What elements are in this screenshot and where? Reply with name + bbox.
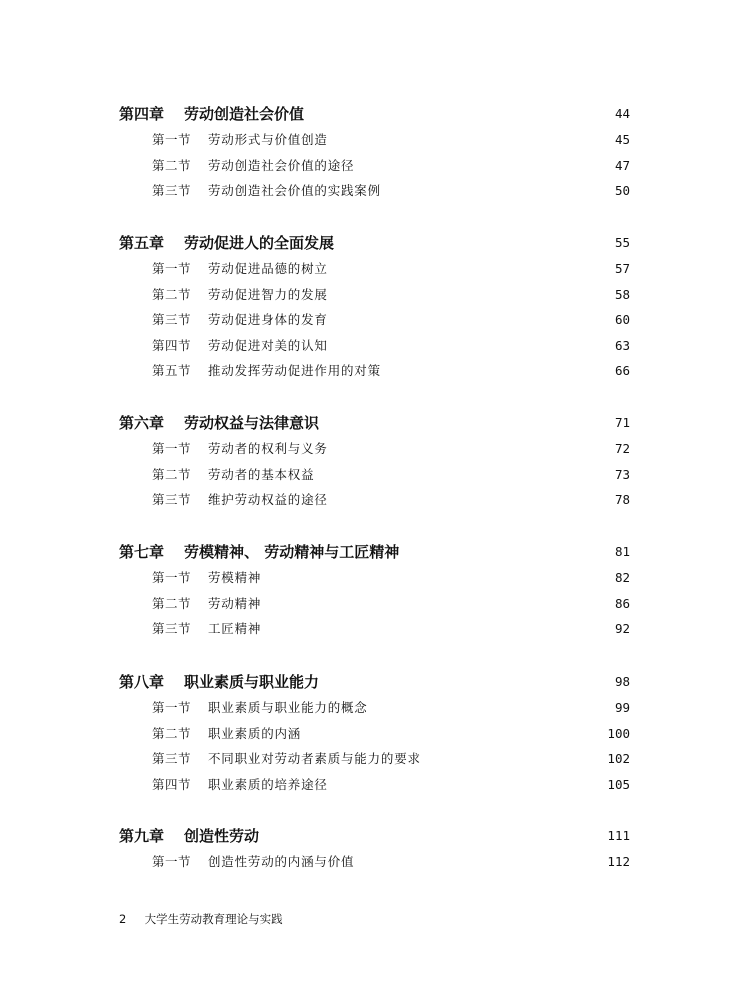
section-title: 劳动者的权利与义务 [208, 441, 328, 456]
toc-section-entry[interactable] [0, 179, 750, 203]
section-page-number: 57 [614, 261, 630, 276]
toc-chapter-entry[interactable] [0, 670, 750, 694]
toc-section-entry[interactable] [0, 850, 750, 874]
section-title: 劳动促进智力的发展 [208, 286, 328, 302]
section-label: 第一节 [152, 132, 192, 147]
toc-section-entry[interactable] [0, 617, 750, 641]
toc-section-entry[interactable] [0, 334, 750, 358]
toc-section-entry[interactable] [0, 696, 750, 720]
section-page-number: 99 [614, 700, 630, 715]
footer-page-number: 2 [119, 912, 127, 926]
section-title: 劳动促进品德的树立 [208, 261, 328, 276]
toc-section-entry[interactable] [0, 128, 750, 152]
section-page-number: 60 [614, 312, 630, 328]
section-title: 推动发挥劳动促进作用的对策 [208, 363, 381, 379]
toc-section-entry[interactable] [0, 566, 750, 590]
chapter-page-number: 81 [614, 544, 630, 559]
section-label: 第二节 [152, 725, 192, 741]
toc-section-entry[interactable] [0, 773, 750, 797]
section-label: 第一节 [152, 261, 192, 276]
section-title: 职业素质的内涵 [208, 725, 302, 741]
section-page-number: 86 [614, 595, 630, 611]
section-page-number: 92 [614, 621, 630, 637]
chapter-label: 第五章 [119, 234, 165, 252]
chapter-label: 第六章 [119, 414, 165, 432]
section-page-number: 112 [607, 854, 630, 869]
section-label: 第一节 [152, 570, 192, 585]
chapter-title: 职业素质与职业能力 [184, 673, 320, 691]
chapter-label: 第九章 [119, 827, 165, 845]
page-footer [119, 907, 283, 931]
section-title: 劳动促进身体的发育 [208, 312, 328, 328]
toc-chapter-entry[interactable] [0, 231, 750, 255]
toc-section-entry[interactable] [0, 488, 750, 512]
section-title: 劳动促进对美的认知 [208, 337, 328, 353]
section-label: 第二节 [152, 466, 192, 482]
toc-section-entry[interactable] [0, 592, 750, 616]
section-page-number: 105 [607, 776, 630, 792]
section-page-number: 82 [614, 570, 630, 585]
section-page-number: 72 [614, 441, 630, 456]
section-title: 劳动者的基本权益 [208, 466, 315, 482]
section-page-number: 102 [607, 751, 630, 767]
section-page-number: 58 [614, 286, 630, 302]
section-label: 第四节 [152, 337, 192, 353]
section-page-number: 45 [614, 132, 630, 147]
toc-section-entry[interactable] [0, 308, 750, 332]
section-page-number: 100 [607, 725, 630, 741]
chapter-page-number: 111 [607, 828, 630, 843]
section-title: 劳模精神 [208, 570, 262, 585]
chapter-title: 劳动权益与法律意识 [184, 414, 320, 432]
section-label: 第三节 [152, 621, 192, 637]
chapter-label: 第四章 [119, 105, 165, 123]
section-label: 第一节 [152, 854, 192, 869]
toc-section-entry[interactable] [0, 463, 750, 487]
section-label: 第四节 [152, 776, 192, 792]
section-title: 职业素质与职业能力的概念 [208, 700, 368, 715]
section-title: 劳动精神 [208, 595, 262, 611]
section-title: 职业素质的培养途径 [208, 776, 328, 792]
section-page-number: 73 [614, 466, 630, 482]
section-page-number: 50 [614, 183, 630, 199]
toc-section-entry[interactable] [0, 257, 750, 281]
chapter-title: 劳动促进人的全面发展 [184, 234, 335, 252]
section-title: 创造性劳动的内涵与价值 [208, 854, 355, 869]
toc-section-entry[interactable] [0, 722, 750, 746]
section-label: 第一节 [152, 700, 192, 715]
section-label: 第三节 [152, 751, 192, 767]
chapter-label: 第八章 [119, 673, 165, 691]
section-title: 不同职业对劳动者素质与能力的要求 [208, 751, 421, 767]
section-title: 维护劳动权益的途径 [208, 492, 328, 508]
chapter-page-number: 44 [614, 106, 630, 121]
toc-chapter-entry[interactable] [0, 540, 750, 564]
section-page-number: 78 [614, 492, 630, 508]
toc-section-entry[interactable] [0, 437, 750, 461]
section-title: 劳动形式与价值创造 [208, 132, 328, 147]
chapter-title: 劳动创造社会价值 [184, 105, 305, 123]
toc-section-entry[interactable] [0, 747, 750, 771]
section-label: 第五节 [152, 363, 192, 379]
toc-section-entry[interactable] [0, 359, 750, 383]
section-label: 第三节 [152, 312, 192, 328]
chapter-title: 创造性劳动 [184, 827, 260, 845]
toc-section-entry[interactable] [0, 154, 750, 178]
section-label: 第三节 [152, 492, 192, 508]
section-title: 劳动创造社会价值的实践案例 [208, 183, 381, 199]
section-page-number: 63 [614, 337, 630, 353]
section-label: 第三节 [152, 183, 192, 199]
toc-chapter-entry[interactable] [0, 824, 750, 848]
toc-chapter-entry[interactable] [0, 102, 750, 126]
section-page-number: 66 [614, 363, 630, 379]
chapter-page-number: 71 [614, 415, 630, 430]
section-label: 第二节 [152, 157, 192, 173]
section-title: 劳动创造社会价值的途径 [208, 157, 355, 173]
chapter-page-number: 98 [614, 674, 630, 689]
section-title: 工匠精神 [208, 621, 262, 637]
footer-book-title: 大学生劳动教育理论与实践 [144, 912, 283, 926]
chapter-label: 第七章 [119, 543, 165, 561]
chapter-page-number: 55 [614, 235, 630, 250]
section-label: 第二节 [152, 286, 192, 302]
section-page-number: 47 [614, 157, 630, 173]
section-label: 第二节 [152, 595, 192, 611]
chapter-title: 劳模精神、 劳动精神与工匠精神 [184, 543, 400, 561]
toc-chapter-entry[interactable] [0, 411, 750, 435]
section-label: 第一节 [152, 441, 192, 456]
toc-section-entry[interactable] [0, 283, 750, 307]
